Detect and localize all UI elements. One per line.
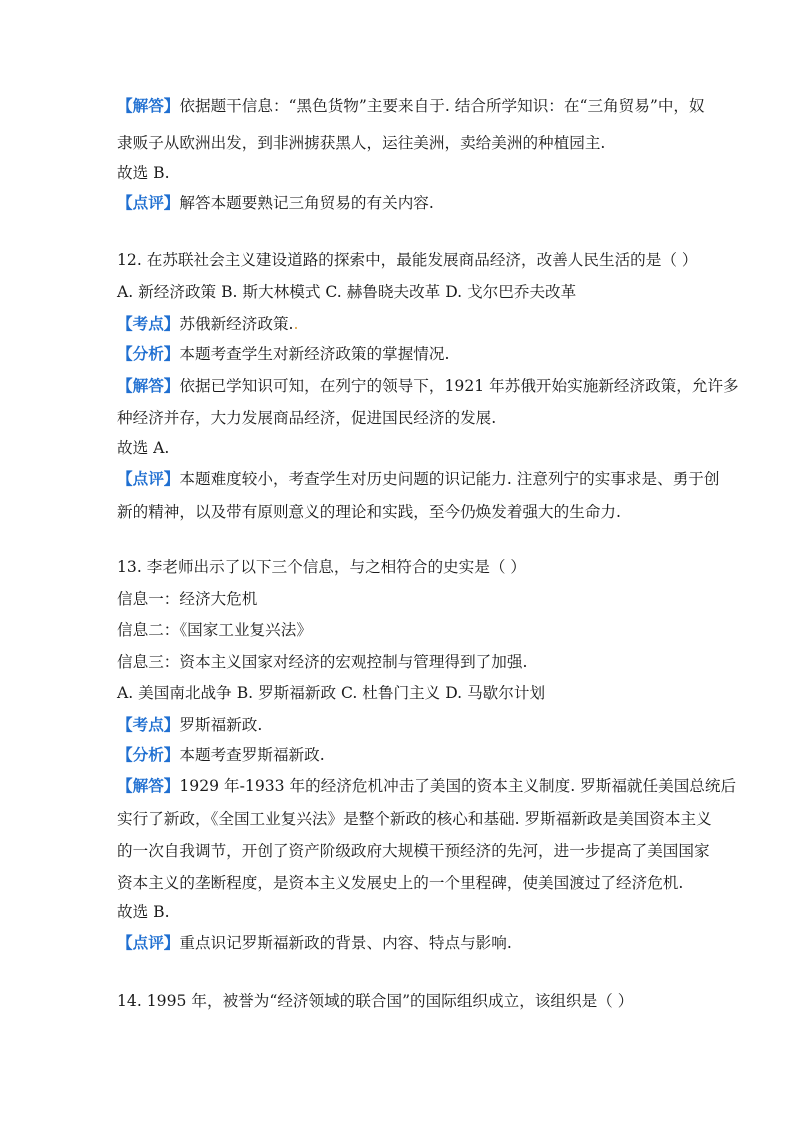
q12-kaodian: 【考点】苏俄新经济政策..	[117, 314, 299, 333]
stray-dot-mark: .	[293, 315, 299, 333]
q12-fenxi: 【分析】本题考查学生对新经济政策的掌握情况.	[117, 344, 450, 363]
q12-options: A. 新经济政策 B. 斯大林模式 C. 赫鲁晓夫改革 D. 戈尔巴乔夫改革	[117, 283, 577, 301]
q11-jieda-line-2: 隶贩子从欧洲出发，到非洲掳获黑人，运往美洲，卖给美洲的种植园主.	[117, 134, 606, 152]
q13-jieda-line-2: 实行了新政，《全国工业复兴法》是整个新政的核心和基础. 罗斯福新政是美国资本主义	[117, 810, 712, 828]
fenxi-tag: 【分析】	[117, 745, 180, 764]
q13-answer: 故选 B.	[117, 903, 170, 921]
q11-dianping: 【点评】解答本题要熟记三角贸易的有关内容.	[117, 193, 434, 212]
q14-stem: 14. 1995 年，被誉为“经济领域的联合国”的国际组织成立，该组织是（ ）	[117, 992, 634, 1010]
q13-options: A. 美国南北战争 B. 罗斯福新政 C. 杜鲁门主义 D. 马歇尔计划	[117, 684, 546, 702]
q12-answer: 故选 A.	[117, 439, 170, 457]
q11-jieda-line-1: 【解答】依据题干信息：“黑色货物”主要来自于. 结合所学知识：在“三角贸易”中，奴	[117, 96, 705, 115]
q12-dianping-line-1: 【点评】本题难度较小，考查学生对历史问题的识记能力. 注意列宁的实事求是、勇于创	[117, 469, 720, 488]
kaodian-tag: 【考点】	[117, 314, 180, 333]
jieda-tag: 【解答】	[117, 376, 180, 395]
q12-jieda-line-2: 种经济并存，大力发展商品经济，促进国民经济的发展.	[117, 409, 497, 427]
q13-info-3: 信息三：资本主义国家对经济的宏观控制与管理得到了加强.	[117, 653, 528, 671]
dianping-tag: 【点评】	[117, 469, 180, 488]
q13-jieda-line-3: 的一次自我调节，开创了资产阶级政府大规模干预经济的先河，进一步提高了美国国家	[117, 842, 710, 860]
q13-kaodian: 【考点】罗斯福新政.	[117, 715, 263, 734]
q13-fenxi: 【分析】本题考查罗斯福新政.	[117, 745, 325, 764]
q11-answer: 故选 B.	[117, 164, 170, 182]
q13-info-1: 信息一：经济大危机	[117, 590, 258, 608]
jieda-tag: 【解答】	[117, 776, 180, 795]
q13-info-2: 信息二：《国家工业复兴法》	[117, 621, 312, 639]
q13-jieda-line-1: 【解答】1929 年-1933 年的经济危机冲击了美国的资本主义制度. 罗斯福就任美国总统后	[117, 776, 737, 795]
dianping-tag: 【点评】	[117, 193, 180, 212]
q12-dianping-line-2: 新的精神，以及带有原则意义的理论和实践，至今仍焕发着强大的生命力.	[117, 503, 621, 521]
q12-jieda-line-1: 【解答】依据已学知识可知，在列宁的领导下，1921 年苏俄开始实施新经济政策，允许多	[117, 376, 739, 395]
q13-jieda-line-4: 资本主义的垄断程度，是资本主义发展史上的一个里程碑，使美国渡过了经济危机.	[117, 874, 684, 892]
q13-stem: 13. 李老师出示了以下三个信息，与之相符合的史实是（ ）	[117, 558, 526, 576]
jieda-tag: 【解答】	[117, 96, 180, 115]
q13-dianping: 【点评】重点识记罗斯福新政的背景、内容、特点与影响.	[117, 933, 512, 952]
fenxi-tag: 【分析】	[117, 344, 180, 363]
q12-stem: 12. 在苏联社会主义建设道路的探索中，最能发展商品经济，改善人民生活的是（ ）	[117, 251, 698, 269]
kaodian-tag: 【考点】	[117, 715, 180, 734]
dianping-tag: 【点评】	[117, 933, 180, 952]
